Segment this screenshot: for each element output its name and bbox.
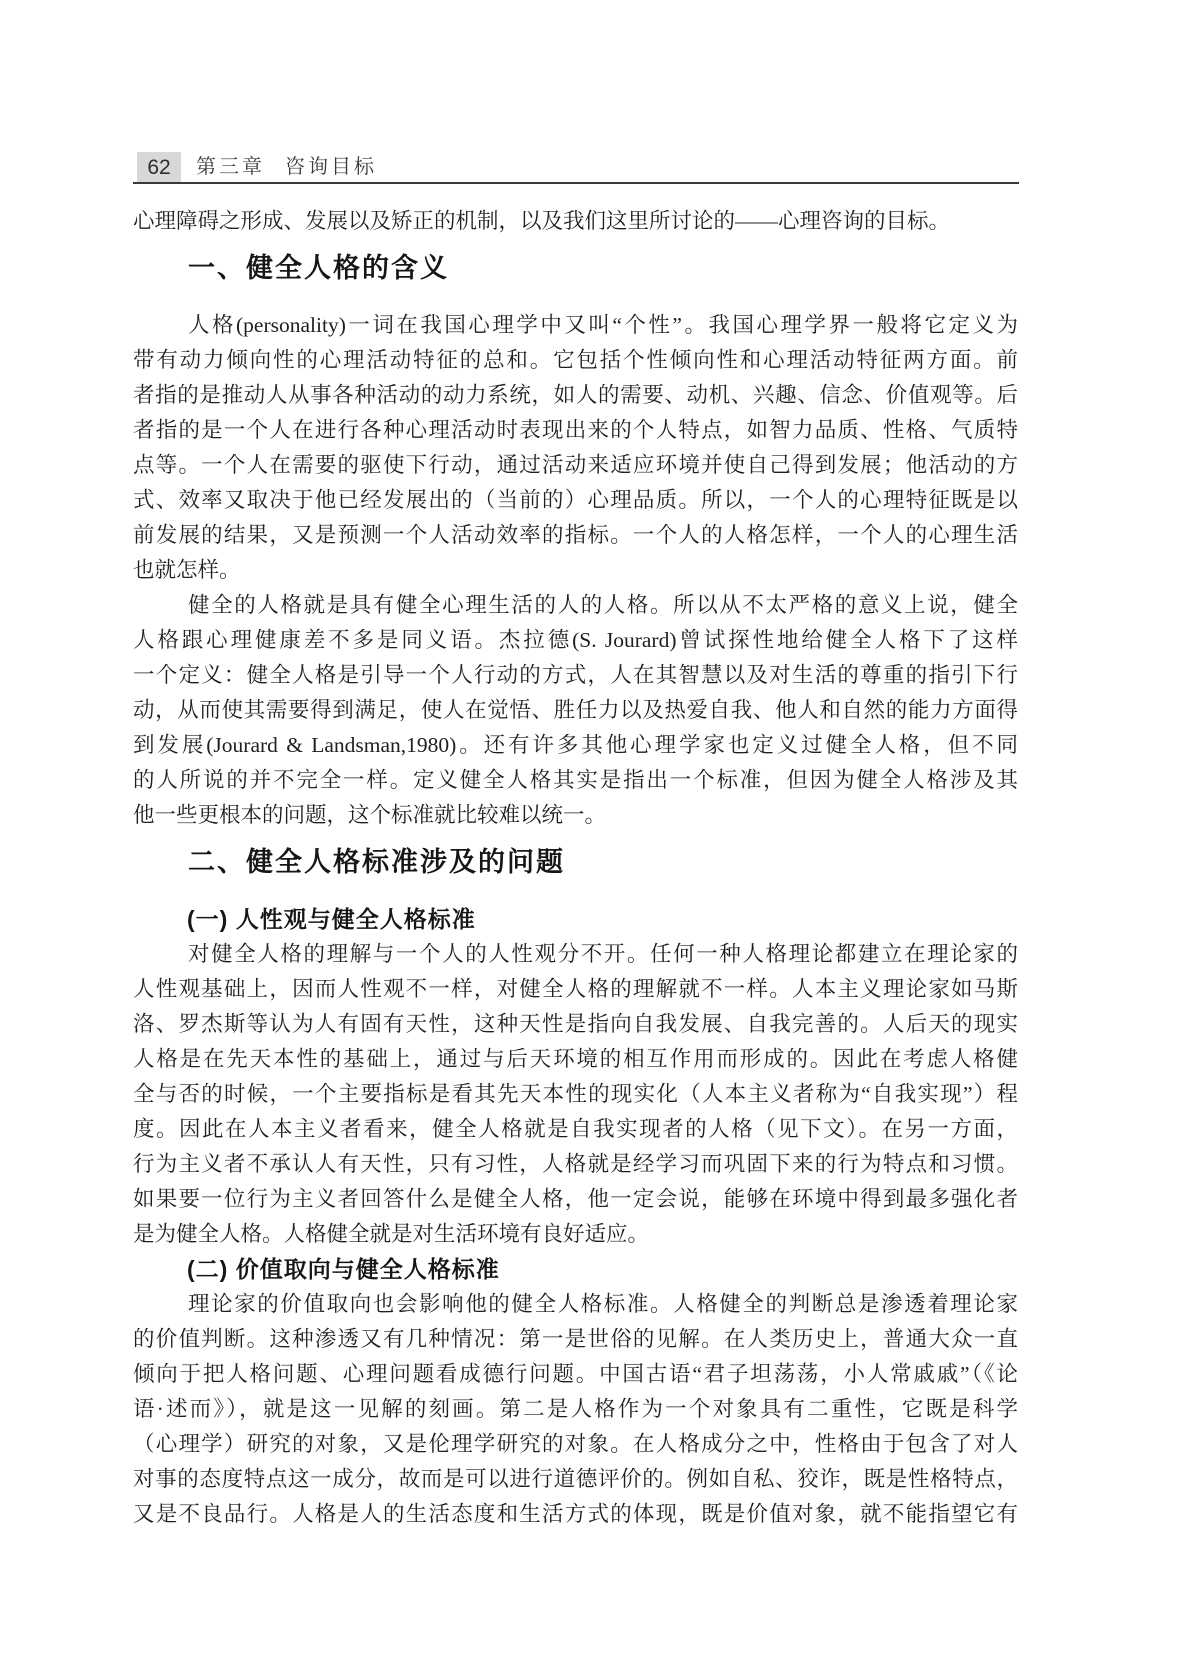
text-line: 带有动力倾向性的心理活动特征的总和。它包括个性倾向性和心理活动特征两方面。前 [133,348,1018,372]
section-heading: 二、健全人格标准涉及的问题 [188,847,565,877]
text-line: 人格是在先天本性的基础上，通过与后天环境的相互作用而形成的。因此在考虑人格健 [133,1047,1018,1071]
text-line: 洛、罗杰斯等认为人有固有天性，这种天性是指向自我发展、自我完善的。人后天的现实 [133,1012,1018,1036]
sub-heading: (二) 价值取向与健全人格标准 [187,1256,500,1282]
text-line: 人格跟心理健康差不多是同义语。杰拉德(S. Jourard)曾试探性地给健全人格下了这样 [133,628,1018,652]
text-line: 语·述而》），就是这一见解的刻画。第二是人格作为一个对象具有二重性，它既是科学 [133,1397,1018,1421]
text-line: 如果要一位行为主义者回答什么是健全人格，他一定会说，能够在环境中得到最多强化者 [133,1187,1018,1211]
page-number-box [137,152,181,183]
text-line: 行为主义者不承认人有天性，只有习性，人格就是经学习而巩固下来的行为特点和习惯。 [133,1152,1018,1176]
chapter-title: 咨询目标 [285,156,377,178]
page-content [133,184,1018,1532]
text-line: 全与否的时候，一个主要指标是看其先天本性的现实化（人本主义者称为“自我实现”）程 [133,1082,1018,1106]
text-line: 者指的是推动人从事各种活动的动力系统，如人的需要、动机、兴趣、信念、价值观等。后 [133,383,1018,407]
text-line: 的价值判断。这种渗透又有几种情况：第一是世俗的见解。在人类历史上，普通大众一直 [133,1327,1018,1351]
text-line: 对事的态度特点这一成分，故而是可以进行道德评价的。例如自私、狡诈，既是性格特点， [133,1467,1018,1491]
text-line: 点等。一个人在需要的驱使下行动，通过活动来适应环境并使自己得到发展；他活动的方 [133,453,1018,477]
text-line: 对健全人格的理解与一个人的人性观分不开。任何一种人格理论都建立在理论家的 [188,942,1018,966]
text-line: 是为健全人格。人格健全就是对生活环境有良好适应。 [133,1222,650,1246]
paragraph [133,937,1018,1252]
text-line: 心理障碍之形成、发展以及矫正的机制，以及我们这里所讨论的——心理咨询的目标。 [133,209,951,233]
paragraph [133,308,1018,588]
text-line: 前发展的结果，又是预测一个人活动效率的指标。一个人的人格怎样，一个人的心理生活 [133,523,1018,547]
section-heading: 一、健全人格的含义 [188,253,449,283]
text-line: 理论家的价值取向也会影响他的健全人格标准。人格健全的判断总是渗透着理论家 [188,1292,1018,1316]
text-line: 倾向于把人格问题、心理问题看成德行问题。中国古语“君子坦荡荡，小人常戚戚”（《论 [133,1362,1018,1386]
text-line: 度。因此在人本主义者看来，健全人格就是自我实现者的人格（见下文）。在另一方面， [133,1117,1018,1141]
paragraph [133,588,1018,833]
running-header [196,152,377,183]
text-line: 一个定义：健全人格是引导一个人行动的方式，人在其智慧以及对生活的尊重的指引下行 [133,663,1018,687]
text-line: 式、效率又取决于他已经发展出的（当前的）心理品质。所以，一个人的心理特征既是以 [133,488,1018,512]
text-line: 的人所说的并不完全一样。定义健全人格其实是指出一个标准，但因为健全人格涉及其 [133,768,1018,792]
paragraph [133,204,1018,239]
sub-heading: (一) 人性观与健全人格标准 [187,906,476,932]
text-line: 到发展(Jourard & Landsman,1980)。还有许多其他心理学家也定义过健全人格，但不同 [133,733,1018,757]
text-line: 者指的是一个人在进行各种心理活动时表现出来的个人特点，如智力品质、性格、气质特 [133,418,1018,442]
text-line: 动，从而使其需要得到满足，使人在觉悟、胜任力以及热爱自我、他人和自然的能力方面得 [133,698,1018,722]
text-line: 人格(personality)一词在我国心理学中又叫“个性”。我国心理学界一般将它定义为 [188,313,1018,337]
page-number: 62 [147,156,171,179]
paragraph [133,1287,1018,1532]
text-line: 他一些更根本的问题，这个标准就比较难以统一。 [133,803,607,827]
text-line: （心理学）研究的对象，又是伦理学研究的对象。在人格成分之中，性格由于包含了对人 [133,1432,1018,1456]
text-line: 又是不良品行。人格是人的生活态度和生活方式的体现，既是价值对象，就不能指望它有 [133,1502,1018,1526]
text-line: 健全的人格就是具有健全心理生活的人的人格。所以从不太严格的意义上说，健全 [188,593,1018,617]
chapter-label: 第三章 [196,156,265,178]
text-line: 也就怎样。 [133,558,241,582]
text-line: 人性观基础上，因而人性观不一样，对健全人格的理解就不一样。人本主义理论家如马斯 [133,977,1018,1001]
